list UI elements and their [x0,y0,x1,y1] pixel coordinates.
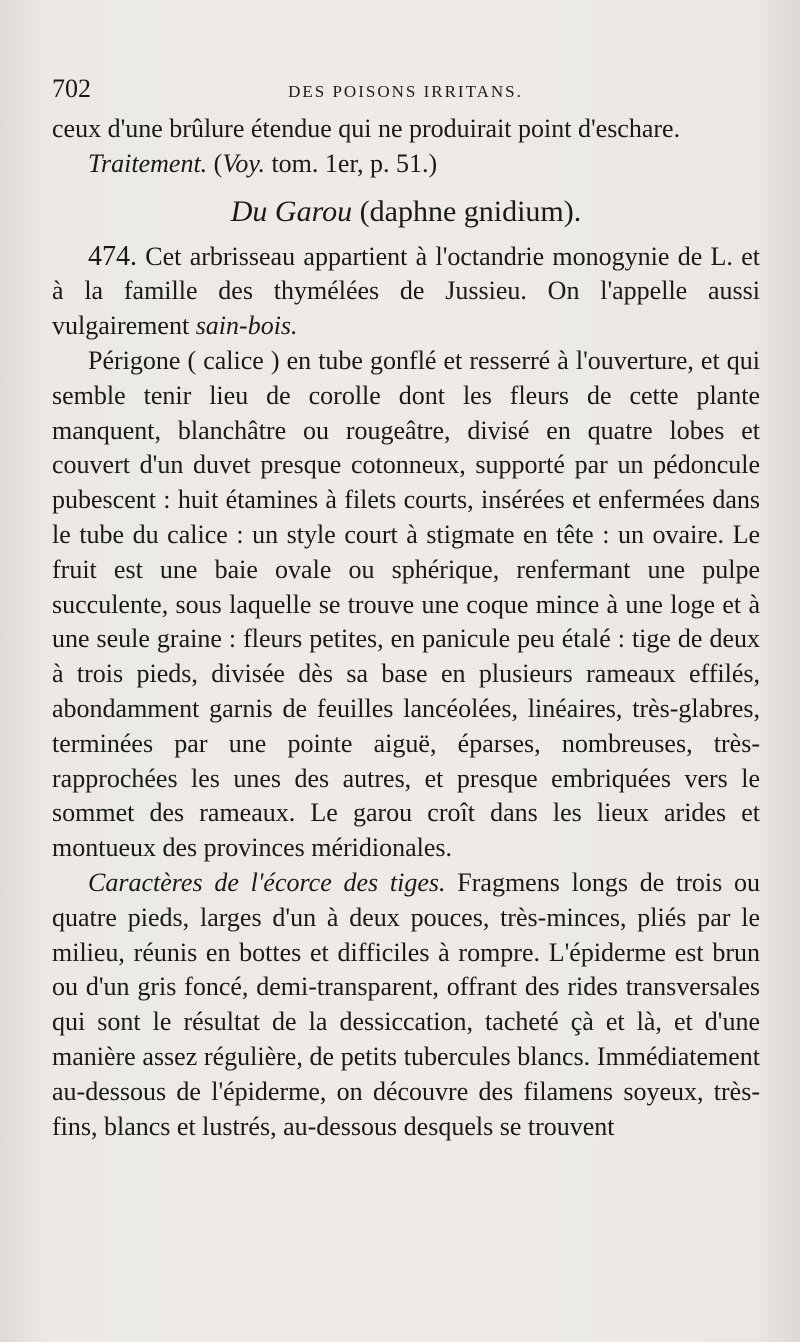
paragraph-description: Périgone ( calice ) en tube gonflé et resserré à l'ouverture, et qui semble tenir lieu de corolle dont les fleurs de cette plante manquent, blanchâtre ou rougeâtre, divisé en quatre lobes et couvert d'un duvet presque cotonneux, supporté par un pédoncule pubescent : huit étamines à filets courts, insérées et enfermées dans le tube du calice : un style court à stigmate en tête : un ovaire. Le fruit est une baie ovale ou sphérique, renfermant une pulpe succulente, sous laquelle se trouve une coque mince à une loge et à une seule graine : fleurs petites, en panicule peu étalé : tige de deux à trois pieds, divisée dès sa base en plusieurs rameaux effilés, abondamment garnis de feuilles lancéolées, linéaires, très-glabres, terminées par une pointe aiguë, éparses, nombreuses, très-rapprochées les unes des autres, et presque embriquées vers le sommet des rameaux. Le garou croît dans les lieux arides et montueux des provinces méridionales. [52,345,760,863]
paragraph-474 [52,240,760,344]
text-block [52,72,760,1144]
paragraph-474-italic: sain-bois. [195,311,298,341]
treatment-line [52,147,760,182]
running-head: DES POISONS IRRITANS. [288,82,523,101]
paragraph-474-text: Cet arbrisseau appartient à l'octandrie monogynie de L. et à la famille des thymélées de Jussieu. On l'appelle aussi vulgairement [52,241,760,341]
paragraph-bark [52,866,760,1144]
treatment-ref-open: ( [213,148,223,178]
treatment-ref-voy: Voy. [222,148,265,178]
bark-lead: Caractères de l'écorce des tiges. [88,867,446,897]
section-title-rest: (daphne gnidium). [352,194,582,228]
bark-text: Fragmens longs de trois ou quatre pieds, larges d'un à deux pouces, très-minces, pliés par le milieu, réunis en bottes et difficiles à rompre. L'épiderme est brun ou d'un gris foncé, demi-transparent, offrant des rides transversales qui sont le résultat de la dessiccation, tacheté çà et là, et d'une manière assez régulière, de petits tubercules blancs. Immédiatement au-dessous de l'épiderme, on découvre des filamens soyeux, très-fins, blancs et lustrés, au-dessous desquels se trouvent [52,867,760,1141]
paragraph-number: 474. [88,240,137,272]
page-number: 702 [52,74,91,103]
treatment-ref-rest: tom. 1er, p. 51.) [264,148,438,178]
continuation-text: ceux d'une brûlure étendue qui ne produirait point d'eschare. [52,114,681,143]
section-title [52,192,760,232]
treatment-label: Traitement. [88,148,208,178]
section-title-italic: Du Garou [230,194,353,228]
page-header [52,72,760,112]
